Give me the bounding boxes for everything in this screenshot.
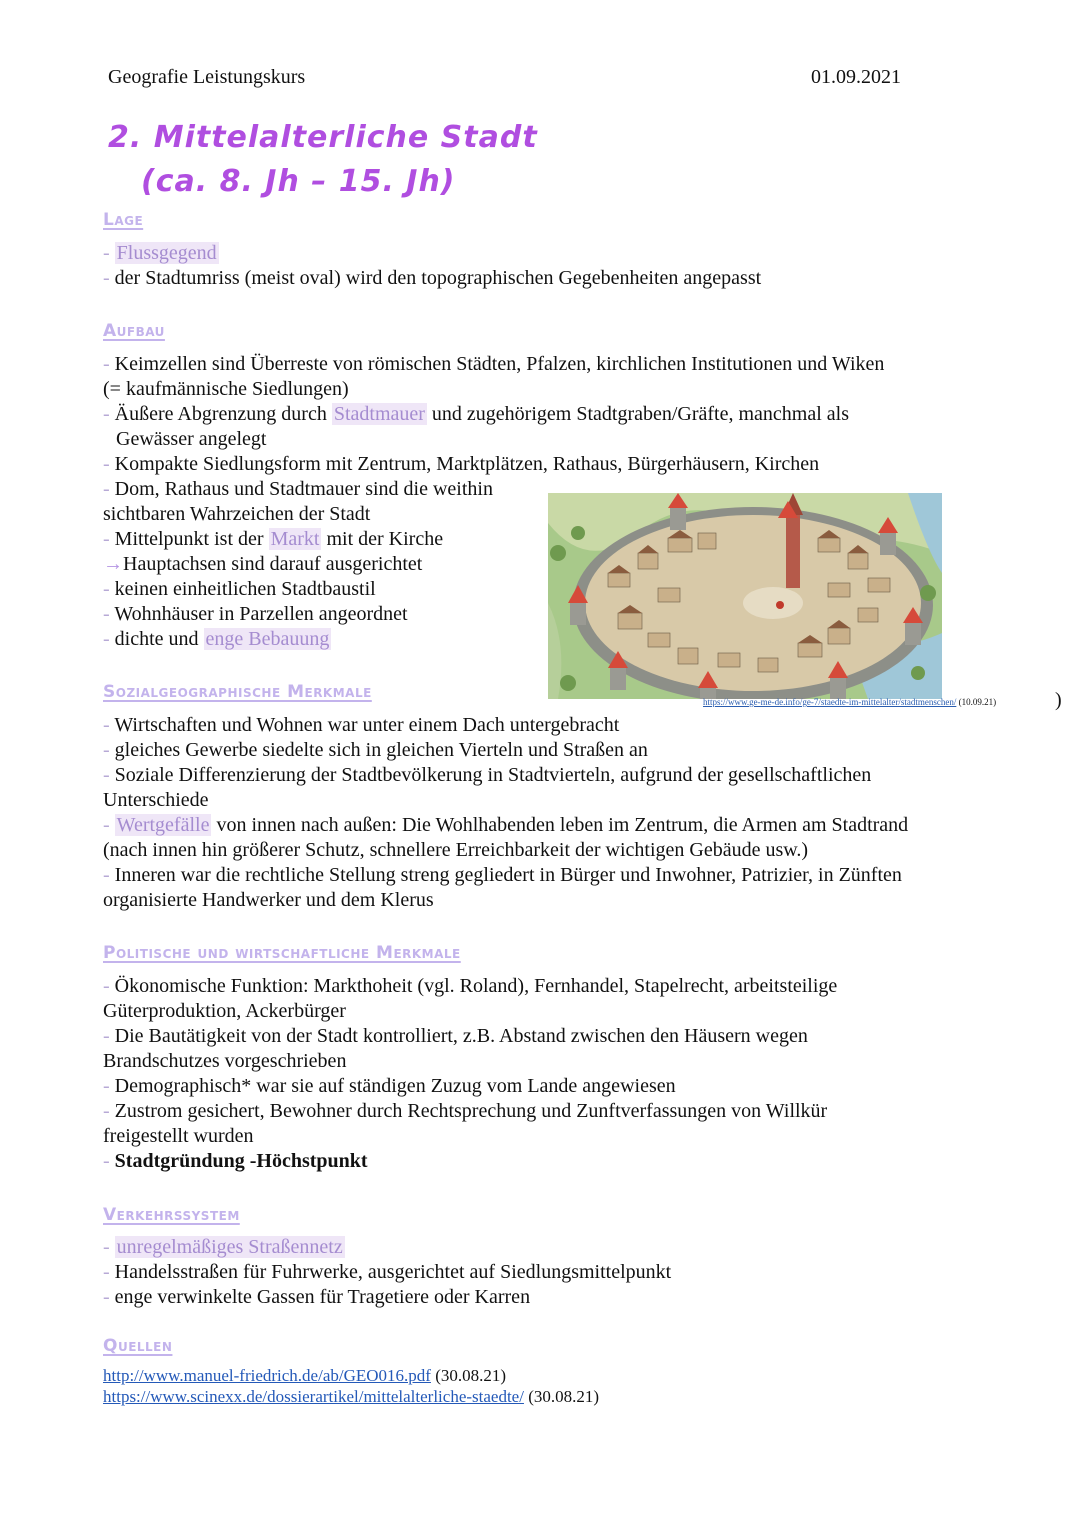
section-heading-verkehr: Verkehrssystem bbox=[103, 1205, 240, 1225]
list-item: - Inneren war die rechtliche Stellung streng gegliedert in Bürger und Inwohner, Patrizier, in Zünften bbox=[103, 864, 902, 886]
highlight: unregelmäßiges Straßennetz bbox=[116, 1236, 343, 1258]
arrow-right-icon: → bbox=[103, 553, 123, 575]
list-item: - unregelmäßiges Straßennetz bbox=[103, 1236, 343, 1258]
list-item-continued: organisierte Handwerker und dem Klerus bbox=[103, 889, 434, 911]
list-item-continued: freigestellt wurden bbox=[103, 1125, 254, 1147]
highlight: Flussgegend bbox=[116, 242, 217, 264]
list-item: - Stadtgründung -Höchstpunkt bbox=[103, 1150, 368, 1172]
list-item-continued: Brandschutzes vorgeschrieben bbox=[103, 1050, 347, 1072]
list-item: - Soziale Differenzierung der Stadtbevölkerung in Stadtvierteln, aufgrund der gesellschaftlichen bbox=[103, 764, 872, 786]
page-title: 2. Mittelalterliche Stadt bbox=[108, 120, 538, 155]
list-item-continued: sichtbaren Wahrzeichen der Stadt bbox=[103, 503, 371, 525]
list-item: - Die Bautätigkeit von der Stadt kontrolliert, z.B. Abstand zwischen den Häusern wegen bbox=[103, 1025, 808, 1047]
list-item: - Wertgefälle von innen nach außen: Die Wohlhabenden leben im Zentrum, die Armen am Stadtrand bbox=[103, 814, 909, 836]
highlight: enge Bebauung bbox=[205, 628, 330, 650]
source-link[interactable]: http://www.manuel-friedrich.de/ab/GEO016.pdf bbox=[103, 1366, 431, 1385]
section-heading-sozial: Sozialgeographische Merkmale bbox=[103, 682, 372, 702]
list-item: →Hauptachsen sind darauf ausgerichtet bbox=[103, 553, 423, 575]
list-item: - Kompakte Siedlungsform mit Zentrum, Marktplätzen, Rathaus, Bürgerhäusern, Kirchen bbox=[103, 453, 820, 475]
list-item: - Dom, Rathaus und Stadtmauer sind die weithin bbox=[103, 478, 493, 500]
list-item-continued: (nach innen hin größerer Schutz, schnellere Erreichbarkeit der wichtigen Gebäude usw.) bbox=[103, 839, 809, 861]
list-item: - Flussgegend bbox=[103, 242, 217, 264]
medieval-town-drawing bbox=[548, 493, 942, 699]
list-item: - gleiches Gewerbe siedelte sich in gleichen Vierteln und Straßen an bbox=[103, 739, 648, 761]
source-entry: http://www.manuel-friedrich.de/ab/GEO016.pdf (30.08.21) bbox=[103, 1366, 507, 1385]
list-item-continued: Gewässer angelegt bbox=[116, 428, 267, 450]
highlight: Stadtmauer bbox=[333, 403, 425, 425]
list-item: - enge verwinkelte Gassen für Tragetiere oder Karren bbox=[103, 1286, 531, 1308]
list-item-continued: Güterproduktion, Ackerbürger bbox=[103, 1000, 346, 1022]
list-item: - Zustrom gesichert, Bewohner durch Rechtsprechung und Zunftverfassungen von Willkür bbox=[103, 1100, 828, 1122]
list-item: - Wirtschaften und Wohnen war unter einem Dach untergebracht bbox=[103, 714, 620, 736]
list-item: - keinen einheitlichen Stadtbaustil bbox=[103, 578, 376, 600]
source-link[interactable]: https://www.scinexx.de/dossierartikel/mittelalterliche-staedte/ bbox=[103, 1387, 524, 1406]
page-subtitle: (ca. 8. Jh – 15. Jh) bbox=[141, 164, 456, 199]
list-item: - der Stadtumriss (meist oval) wird den topographischen Gegebenheiten angepasst bbox=[103, 267, 762, 289]
list-item: - Demographisch* war sie auf ständigen Zuzug vom Lande angewiesen bbox=[103, 1075, 676, 1097]
highlight: Markt bbox=[270, 528, 320, 550]
list-item-continued: Unterschiede bbox=[103, 789, 209, 811]
list-item: - Keimzellen sind Überreste von römischen Städten, Pfalzen, kirchlichen Institutionen und Wiken bbox=[103, 353, 885, 375]
list-item: - Mittelpunkt ist der Markt mit der Kirche bbox=[103, 528, 444, 550]
image-source: https://www.ge-me-de.info/ge-7/staedte-im-mittelalter/stadtmenschen/ (10.09.21) bbox=[703, 697, 997, 707]
course-title: Geografie Leistungskurs bbox=[108, 66, 306, 88]
list-item: - Ökonomische Funktion: Markthoheit (vgl. Roland), Fernhandel, Stapelrecht, arbeitsteilige bbox=[103, 975, 838, 997]
section-heading-aufbau: Aufbau bbox=[103, 321, 165, 341]
medieval-town-illustration bbox=[548, 493, 942, 699]
document-date: 01.09.2021 bbox=[811, 66, 901, 88]
list-item: - Handelsstraßen für Fuhrwerke, ausgerichtet auf Siedlungsmittelpunkt bbox=[103, 1261, 672, 1283]
source-entry: https://www.scinexx.de/dossierartikel/mittelalterliche-staedte/ (30.08.21) bbox=[103, 1387, 600, 1406]
section-heading-quellen: Quellen bbox=[103, 1336, 173, 1356]
image-source-link[interactable]: https://www.ge-me-de.info/ge-7/staedte-im-mittelalter/stadtmenschen/ bbox=[703, 697, 957, 707]
closing-parenthesis: ) bbox=[1055, 689, 1062, 711]
list-item: - Wohnhäuser in Parzellen angeordnet bbox=[103, 603, 408, 625]
highlight: Wertgefälle bbox=[116, 814, 210, 836]
section-heading-politisch: Politische und wirtschaftliche Merkmale bbox=[103, 943, 461, 963]
list-item: - dichte und enge Bebauung bbox=[103, 628, 330, 650]
section-heading-lage: Lage bbox=[103, 210, 144, 230]
list-item-continued: (= kaufmännische Siedlungen) bbox=[103, 378, 349, 400]
list-item: - Äußere Abgrenzung durch Stadtmauer und zugehörigem Stadtgraben/Gräfte, manchmal als bbox=[103, 403, 850, 425]
